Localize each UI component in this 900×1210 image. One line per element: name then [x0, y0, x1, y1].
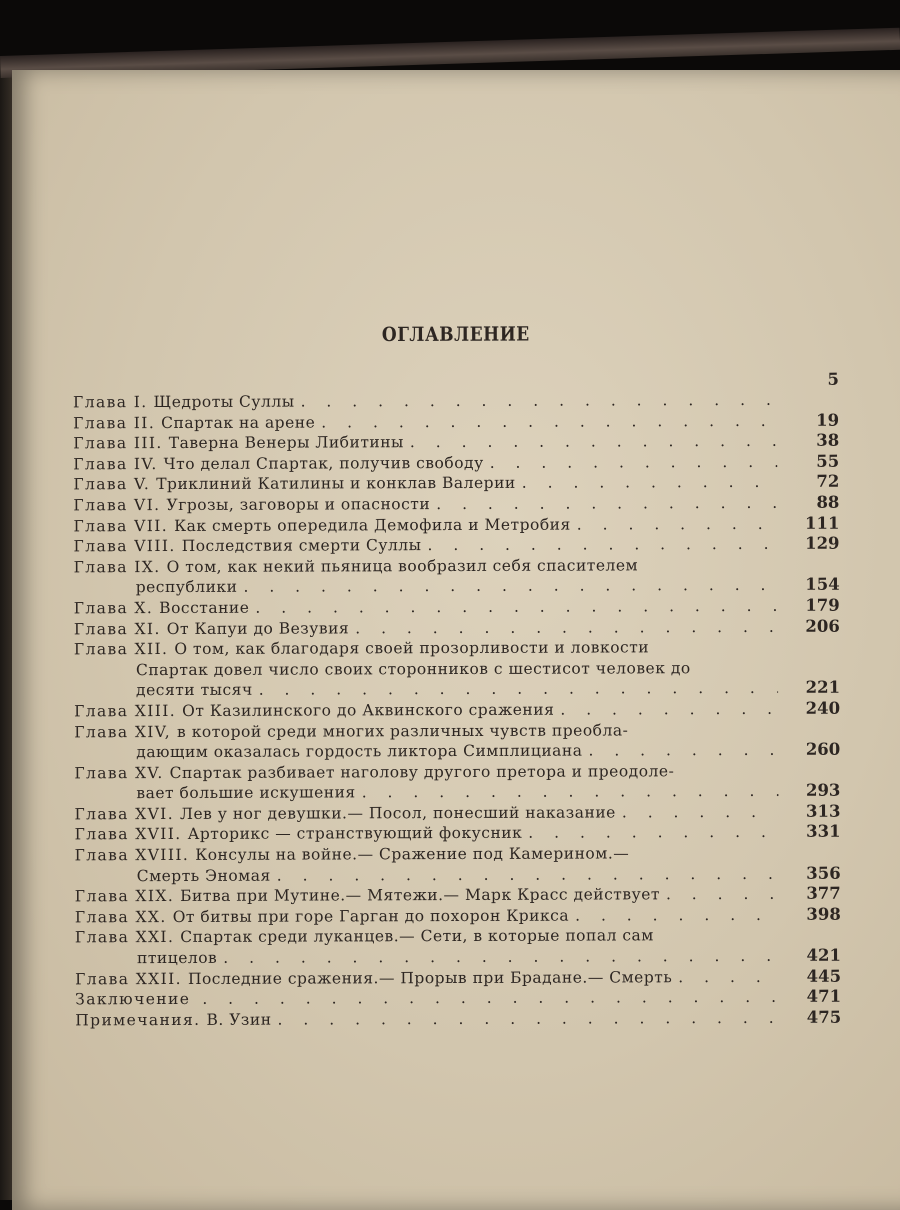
toc-entry [74, 802, 840, 825]
toc-dot-leader [490, 452, 778, 474]
toc-dot-leader [277, 864, 779, 886]
toc-dot-leader [575, 905, 779, 926]
toc-entry-title: Что делал Спартак, получив свободу [164, 453, 484, 475]
toc-list [73, 390, 841, 1031]
toc-entry-line [74, 534, 778, 557]
toc-entry [74, 554, 840, 598]
toc-entry-title: Таверна Венеры Либитины [169, 432, 404, 453]
toc-entry-line [75, 946, 779, 969]
toc-entry-title: Арторикс — странствующий фокусник [188, 823, 523, 845]
toc-entry-label: Глава VI. [73, 495, 160, 516]
toc-entry-title: От битвы при горе Гарган до похорон Крикса [173, 905, 569, 927]
toc-entry-line [75, 843, 779, 866]
toc-entry [73, 513, 839, 536]
toc-entry-line [73, 452, 777, 475]
toc-entry-line [74, 575, 778, 598]
toc-entry-label: Глава VIII. [74, 536, 176, 557]
toc-entry-label: Глава VII. [73, 516, 168, 537]
toc-entry-line [75, 925, 779, 948]
toc-entry [73, 451, 839, 474]
toc-entry-title: Как смерть опередила Демофила и Метробия [174, 514, 571, 536]
toc-page-number: 471 [807, 987, 842, 1008]
toc-entry-label: Примечания. [75, 1010, 200, 1031]
toc-entry-label: Глава XIX. [75, 886, 174, 907]
toc-entry [75, 966, 841, 989]
toc-entry [74, 719, 840, 763]
toc-entry [73, 472, 839, 495]
toc-entry-label: Глава XI. [74, 619, 161, 640]
toc-page-number: 260 [806, 740, 841, 761]
toc-page-number: 5 [827, 370, 839, 391]
toc-entry-label: Глава XVIII. [75, 845, 190, 866]
toc-entry-line [73, 513, 777, 536]
toc-entry-label: Глава IV. [73, 454, 157, 475]
toc-entry-line [75, 864, 779, 887]
toc-dot-leader [355, 616, 778, 638]
toc-page-number: 38 [816, 431, 839, 452]
toc-entry-title: О том, как некий пьяница вообразил себя спасителем [167, 555, 639, 577]
toc-entry-line [74, 616, 778, 639]
toc-page-number: 356 [806, 863, 841, 884]
toc-entry-label: Глава V. [73, 474, 150, 495]
toc-title: ОГЛАВЛЕНИЕ [73, 322, 839, 348]
toc-entry [74, 760, 840, 804]
toc-dot-leader [666, 884, 779, 905]
toc-dot-leader [622, 802, 779, 823]
toc-entry-label: Глава I. [73, 392, 148, 413]
toc-entry-title: Угрозы, заговоры и опасности [166, 494, 430, 516]
toc-entry-title: Спартак на арене [161, 412, 315, 433]
toc-entry [74, 616, 840, 639]
toc-entry-label: Заключение [75, 989, 190, 1010]
toc-dot-leader [301, 390, 778, 412]
toc-entry-label: Глава XIV, [74, 721, 171, 742]
toc-entry [74, 699, 840, 722]
toc-entry-line [75, 1008, 779, 1031]
toc-dot-leader [243, 575, 777, 597]
toc-entry-line [75, 987, 779, 1010]
toc-page-number: 19 [816, 410, 839, 431]
toc-entry-line [75, 822, 779, 845]
toc-entry-label: Глава XVII. [75, 824, 182, 845]
toc-entry-line [73, 472, 777, 495]
toc-entry-title: Последствия смерти Суллы [182, 535, 422, 556]
toc-entry [73, 493, 839, 516]
toc-entry-line [73, 431, 777, 454]
toc-entry-title: дающим оказалась гордость ликтора Симплициана [136, 741, 582, 763]
toc-entry-label: Глава XIII. [74, 701, 176, 722]
toc-entry [73, 390, 839, 413]
toc-entry-label: Глава IX. [74, 557, 161, 578]
toc-dot-leader [436, 493, 777, 515]
toc-page-number: 398 [806, 905, 841, 926]
toc-entry-line [74, 740, 778, 763]
book-page [12, 70, 900, 1210]
toc-page-number: 129 [805, 534, 840, 555]
toc-entry [75, 987, 841, 1010]
toc-entry-title: Спартак разбивает наголову другого претора и преодоле- [170, 761, 675, 783]
toc-dot-leader [588, 740, 778, 761]
toc-entry-line [74, 699, 778, 722]
toc-entry [73, 410, 839, 433]
toc-entry-title: О том, как благодаря своей прозорливости и ловкости [174, 637, 649, 659]
toc-entry-label: Глава XXI. [75, 927, 174, 948]
toc-entry [75, 884, 841, 907]
toc-page-number: 331 [806, 822, 841, 843]
toc-dot-leader [223, 946, 779, 969]
toc-page-number: 88 [816, 493, 839, 514]
toc-entry-title: десяти тысяч [136, 680, 253, 701]
toc-entry-line [74, 678, 778, 701]
toc-dot-leader [255, 596, 777, 618]
toc-entry-title: вает большие искушения [136, 783, 355, 804]
toc-page-number: 154 [805, 575, 840, 596]
toc-entry-title: В. Узин [206, 1009, 271, 1030]
toc-entry-line [74, 802, 778, 825]
toc-entry-line [73, 493, 777, 516]
toc-dot-leader [528, 822, 778, 843]
toc-dot-leader [277, 1008, 779, 1030]
toc-page-number: 313 [806, 802, 841, 823]
toc-page-number: 72 [816, 472, 839, 493]
toc-entry-title: птицелов [137, 948, 217, 969]
toc-entry-line [74, 555, 778, 578]
toc-page-number: 206 [805, 616, 840, 637]
toc-entry-title: От Капуи до Везувия [167, 618, 350, 639]
toc-entry-title: От Казилинского до Аквинского сражения [182, 700, 554, 722]
toc-page-number: 111 [805, 513, 840, 534]
toc-entry-title: Щедроты Суллы [154, 392, 295, 413]
toc-entry-title: республики [136, 577, 238, 598]
toc-page-number: 240 [806, 699, 841, 720]
toc-page-number: 221 [806, 678, 841, 699]
toc-entry-label: Глава XVI. [74, 804, 174, 825]
toc-dot-leader [678, 967, 779, 988]
toc-entry-title: Смерть Эномая [137, 865, 271, 886]
toc-entry [75, 822, 841, 845]
toc-entry-label: Глава XXII. [75, 969, 182, 990]
toc-entry-label: Глава X. [74, 598, 153, 619]
toc-entry [75, 925, 841, 969]
toc-dot-leader [427, 534, 777, 556]
toc-entry-line [74, 658, 778, 681]
toc-entry-title: Консулы на войне.— Сражение под Камерином.— [195, 843, 629, 865]
toc-entry-line [74, 781, 778, 804]
toc-entry-title: в которой среди многих различных чувств преобла- [177, 720, 628, 742]
toc-entry-label: Глава XII. [74, 639, 169, 660]
toc-entry-title: Восстание [159, 598, 249, 619]
toc-entry-label: Глава III. [73, 433, 163, 454]
toc-page-number: 55 [816, 451, 839, 472]
toc-dot-leader [560, 699, 778, 720]
toc-page-number: 475 [807, 1007, 842, 1028]
toc-entry [75, 1007, 841, 1030]
toc-entry [74, 534, 840, 557]
toc-entry-label: Глава XX. [75, 907, 167, 928]
toc-page-number: 179 [805, 596, 840, 617]
toc-entry [75, 905, 841, 928]
toc-entry-line [73, 390, 777, 413]
toc-dot-leader [522, 472, 778, 493]
toc-entry-label: Глава XV. [74, 763, 163, 784]
table-of-contents [73, 324, 841, 1031]
toc-entry-line [75, 967, 779, 990]
toc-dot-leader [321, 410, 777, 432]
toc-entry-line [74, 719, 778, 742]
toc-entry-title: Спартак среди луканцев.— Сети, в которые попал сам [180, 926, 654, 948]
toc-page-number: 293 [806, 781, 841, 802]
toc-page-number: 421 [806, 946, 841, 967]
toc-dot-leader [577, 513, 778, 534]
toc-entry-line [75, 905, 779, 928]
toc-entry-line [74, 596, 778, 619]
toc-entry-label: Глава II. [73, 413, 155, 434]
toc-entry-title: Последние сражения.— Прорыв при Брадане.— Смерть [188, 967, 672, 989]
toc-page-number: 445 [807, 966, 842, 987]
toc-entry-line [73, 410, 777, 433]
toc-entry [73, 431, 839, 454]
toc-entry-title: Спартак довел число своих сторонников с шестисот человек до [136, 658, 691, 681]
toc-page-number: 377 [806, 884, 841, 905]
toc-entry-line [75, 884, 779, 907]
toc-entry-line [74, 761, 778, 784]
toc-entry-title: Битва при Мутине.— Мятежи.— Марк Красс действует [180, 885, 660, 907]
toc-entry [74, 596, 840, 619]
toc-entry-title: Триклиний Катилины и конклав Валерии [156, 473, 516, 495]
toc-entry-line [74, 637, 778, 660]
toc-entry [75, 843, 841, 887]
toc-dot-leader [202, 987, 779, 1010]
toc-dot-leader [362, 781, 779, 803]
toc-dot-leader [410, 431, 777, 453]
toc-entry [74, 637, 840, 701]
toc-dot-leader [259, 678, 778, 700]
toc-entry-title: Лев у ног девушки.— Посол, понесший наказание [180, 802, 616, 824]
